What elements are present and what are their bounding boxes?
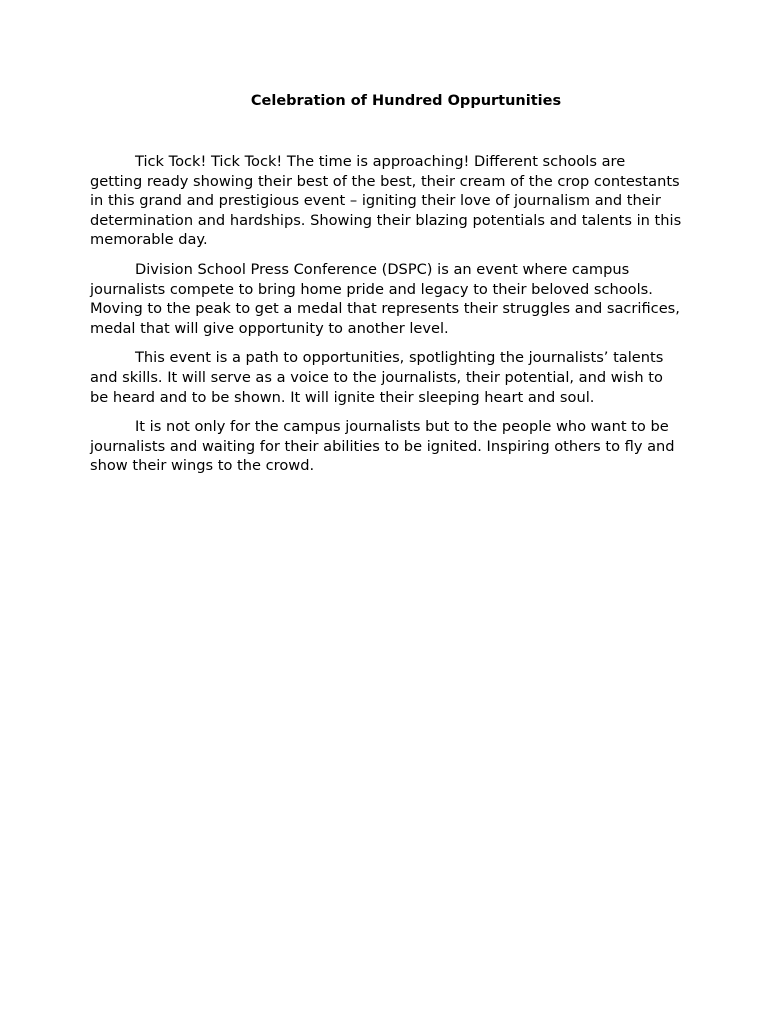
document-title: Celebration of Hundred Oppurtunities [250, 93, 562, 109]
paragraph-intro: Tick Tock! Tick Tock! The time is approaching! Different schools are getting ready showing their best of the best, their cream of the crop contestants in this grand and prestigious event – igniting their love of journalism and their determination and hardships. Showing their blazing potentials and talents in this memorable day. [90, 153, 682, 249]
paragraph-inspiration: It is not only for the campus journalists but to the people who want to be journalists and waiting for their abilities to be ignited. Inspiring others to fly and show their wings to the crowd. [90, 418, 675, 475]
document-body [90, 152, 682, 486]
paragraph-opportunities: This event is a path to opportunities, spotlighting the journalists’ talents and skills. It will serve as a voice to the journalists, their potential, and wish to be heard and to be shown. It will ignite their sleeping heart and soul. [90, 349, 664, 406]
paragraph-dspc: Division School Press Conference (DSPC) is an event where campus journalists compete to bring home pride and legacy to their beloved schools. Moving to the peak to get a medal that represents their struggles and sacrifices, medal that will give opportunity to another level. [90, 260, 680, 337]
